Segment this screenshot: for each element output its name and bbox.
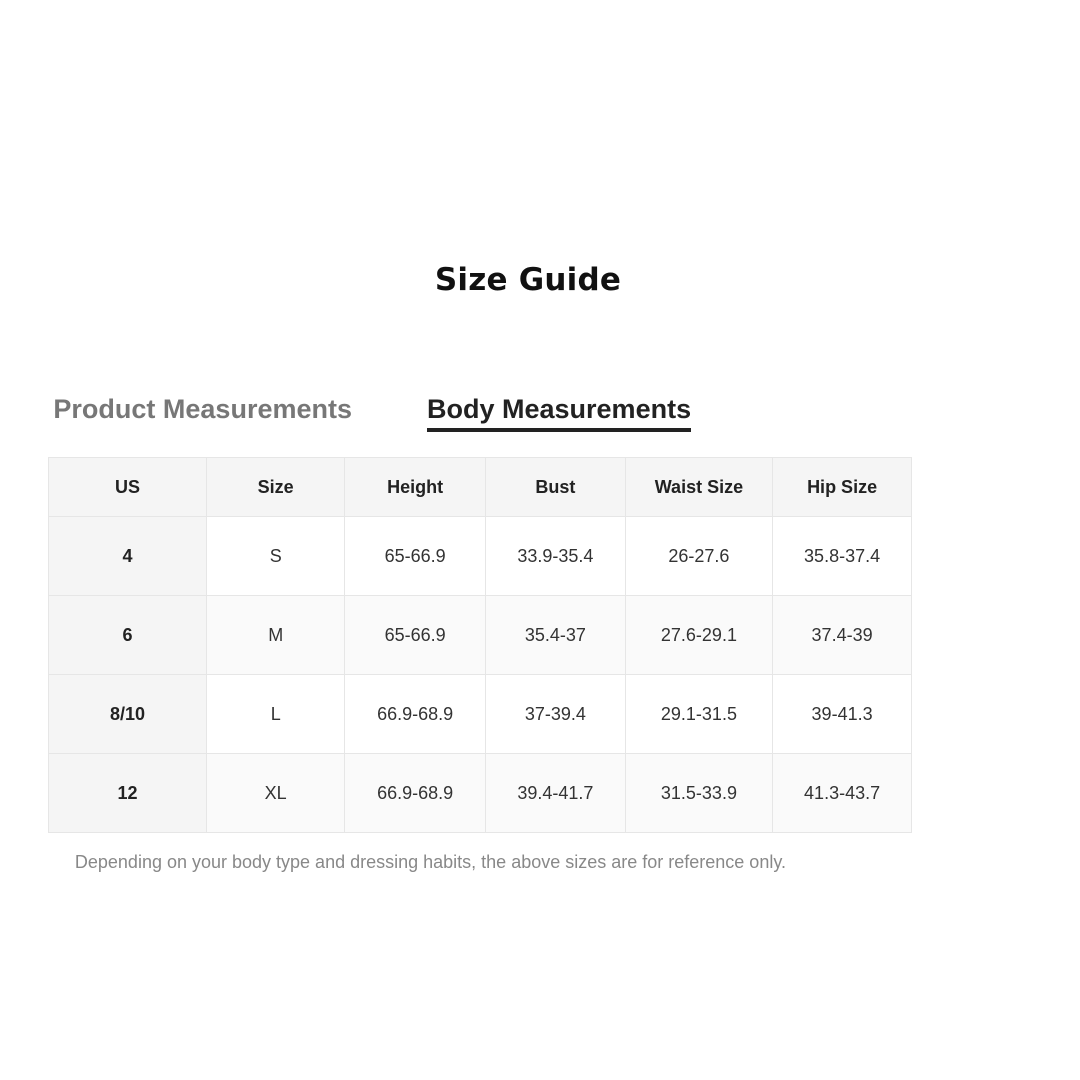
table-row [49, 754, 912, 833]
waist-size-cell: 29.1-31.5 [625, 675, 772, 754]
table-row [49, 596, 912, 675]
page-title: Size Guide [434, 262, 622, 298]
column-header-us: US [49, 458, 207, 517]
height-cell: 65-66.9 [345, 596, 486, 675]
tab-product-measurements[interactable]: Product Measurements [53, 394, 352, 424]
height-cell: 66.9-68.9 [345, 754, 486, 833]
hip-size-cell: 37.4-39 [773, 596, 912, 675]
bust-cell: 33.9-35.4 [486, 517, 626, 596]
table-header-row [49, 458, 912, 517]
bust-cell: 39.4-41.7 [486, 754, 626, 833]
hip-size-cell: 39-41.3 [773, 675, 912, 754]
column-header-bust: Bust [486, 458, 626, 517]
us-size-cell: 8/10 [49, 675, 207, 754]
body-measurements-table [48, 457, 912, 833]
size-disclaimer-note: Depending on your body type and dressing habits, the above sizes are for reference only. [74, 852, 786, 872]
hip-size-cell: 41.3-43.7 [773, 754, 912, 833]
height-cell: 65-66.9 [345, 517, 486, 596]
size-cell: S [207, 517, 345, 596]
size-cell: L [207, 675, 345, 754]
us-size-cell: 4 [49, 517, 207, 596]
table-row [49, 675, 912, 754]
height-cell: 66.9-68.9 [345, 675, 486, 754]
column-header-size: Size [207, 458, 345, 517]
us-size-cell: 6 [49, 596, 207, 675]
size-cell: XL [207, 754, 345, 833]
size-guide-panel [53, 380, 972, 900]
waist-size-cell: 31.5-33.9 [625, 754, 772, 833]
waist-size-cell: 26-27.6 [625, 517, 772, 596]
table-row [49, 517, 912, 596]
bust-cell: 37-39.4 [486, 675, 626, 754]
bust-cell: 35.4-37 [486, 596, 626, 675]
tab-body-measurements[interactable]: Body Measurements [427, 393, 691, 432]
column-header-height: Height [345, 458, 486, 517]
column-header-hip-size: Hip Size [773, 458, 912, 517]
size-cell: M [207, 596, 345, 675]
us-size-cell: 12 [49, 754, 207, 833]
column-header-waist-size: Waist Size [625, 458, 772, 517]
hip-size-cell: 35.8-37.4 [773, 517, 912, 596]
waist-size-cell: 27.6-29.1 [625, 596, 772, 675]
